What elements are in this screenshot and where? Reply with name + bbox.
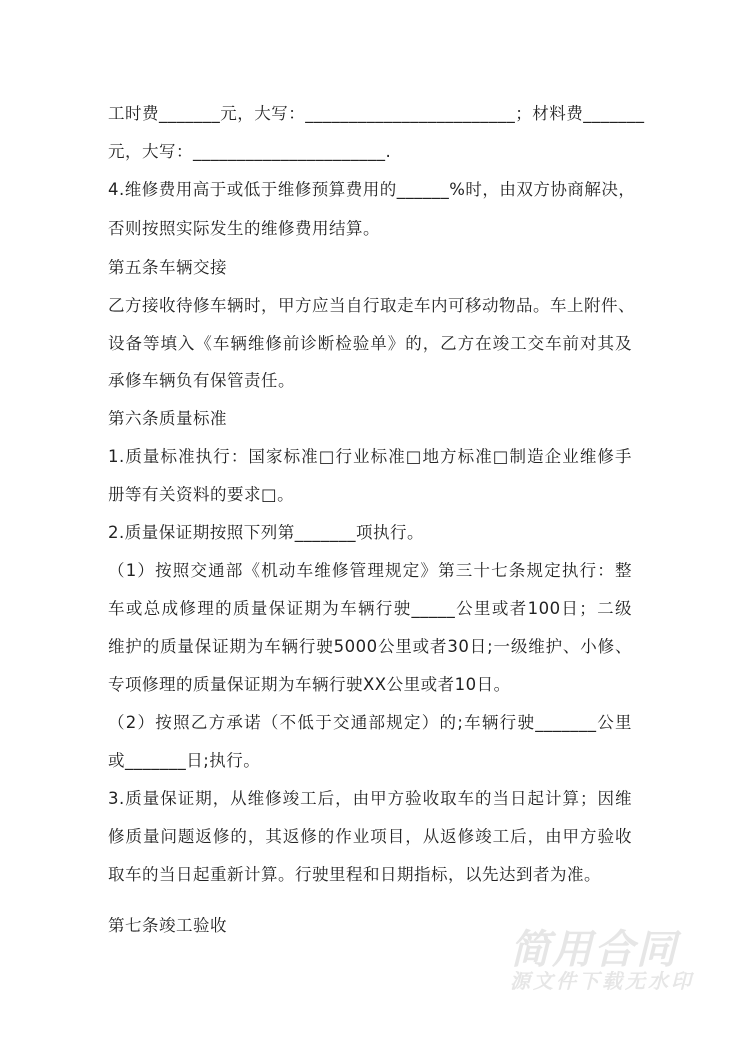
text-line: 车或总成修理的质量保证期为车辆行驶_____公里或者100日；二级 <box>108 599 632 618</box>
text-line: 元，大写：______________________. <box>108 142 392 161</box>
text-line: 取车的当日起重新计算。行驶里程和日期指标，以先达到者为准。 <box>108 865 601 884</box>
text-line: 或_______日;执行。 <box>108 751 261 770</box>
text-line: 1.质量标准执行：国家标准□行业标准□地方标准□制造企业维修手 <box>108 447 632 466</box>
section-heading: 第五条车辆交接 <box>108 258 227 277</box>
watermark-subtitle: 源文件下载无水印 <box>510 969 694 993</box>
section-heading: 第七条竣工验收 <box>108 916 227 935</box>
section-heading: 第六条质量标准 <box>108 409 227 428</box>
text-line: 设备等填入《车辆维修前诊断检验单》的，乙方在竣工交车前对其及 <box>108 334 632 353</box>
text-line: 维护的质量保证期为车辆行驶5000公里或者30日;一级维护、小修、 <box>108 637 632 656</box>
text-line: 否则按照实际发生的维修费用结算。 <box>108 219 380 238</box>
text-line: 专项修理的质量保证期为车辆行驶XX公里或者10日。 <box>108 675 511 694</box>
text-line: 3.质量保证期，从维修竣工后，由甲方验收取车的当日起计算；因维 <box>108 789 632 808</box>
watermark-title: 简用合同 <box>510 927 678 973</box>
text-line: 2.质量保证期按照下列第_______项执行。 <box>108 523 424 542</box>
text-line: 乙方接收待修车辆时，甲方应当自行取走车内可移动物品。车上附件、 <box>108 296 635 315</box>
text-line: 工时费_______元，大写：________________________；材料费_______ <box>108 104 645 123</box>
text-line: （1）按照交通部《机动车维修管理规定》第三十七条规定执行：整 <box>108 561 632 580</box>
text-line: （2）按照乙方承诺（不低于交通部规定）的;车辆行驶_______公里 <box>108 713 632 732</box>
text-line: 承修车辆负有保管责任。 <box>108 371 295 390</box>
text-line: 册等有关资料的要求□。 <box>108 485 295 504</box>
text-line: 修质量问题返修的，其返修的作业项目，从返修竣工后，由甲方验收 <box>108 827 632 846</box>
text-line: 4.维修费用高于或低于维修预算费用的______%时，由双方协商解决， <box>108 180 636 199</box>
